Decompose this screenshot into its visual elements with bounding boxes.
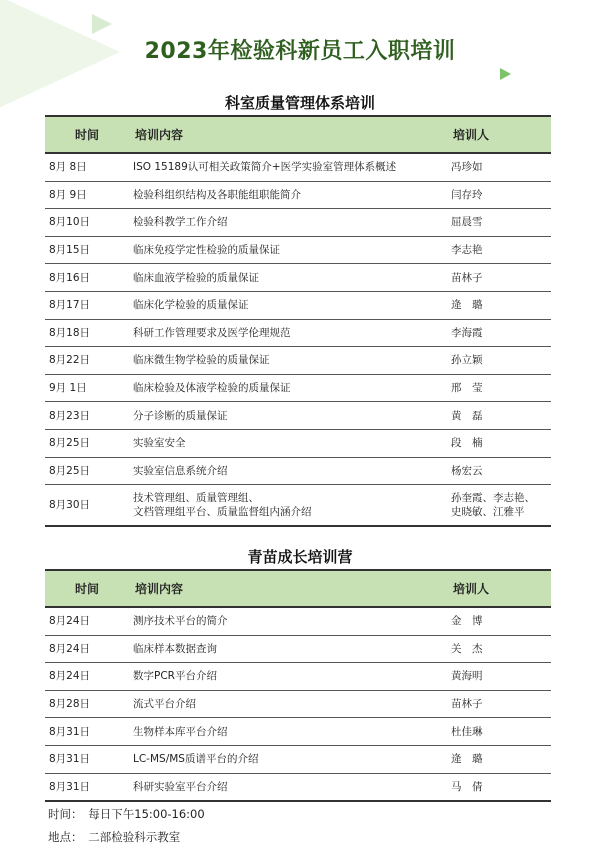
row-date: 8月16日: [45, 264, 129, 292]
row-date: 8月31日: [45, 745, 129, 773]
table-row: [45, 635, 551, 663]
table-row: [45, 236, 551, 264]
row-content: 实验室安全: [129, 429, 447, 457]
row-content: 临床化学检验的质量保证: [129, 291, 447, 319]
row-date: 8月23日: [45, 402, 129, 430]
row-trainer: 苗林子: [447, 264, 551, 292]
table-row: [45, 690, 551, 718]
row-content: 生物样本库平台介绍: [129, 718, 447, 746]
header-trainer: 培训人: [447, 570, 551, 607]
row-content: 流式平台介绍: [129, 690, 447, 718]
row-content: 测序技术平台的简介: [129, 607, 447, 635]
table-row: [45, 153, 551, 181]
row-date: 9月 1日: [45, 374, 129, 402]
row-trainer: 杨宏云: [447, 457, 551, 485]
row-content: 临床样本数据查询: [129, 635, 447, 663]
table-row: [45, 745, 551, 773]
row-date: 8月28日: [45, 690, 129, 718]
table-header-row: [45, 570, 551, 607]
table-row: [45, 718, 551, 746]
row-date: 8月18日: [45, 319, 129, 347]
row-trainer: 孙立颖: [447, 347, 551, 375]
table-row: [45, 291, 551, 319]
row-trainer: 黄 磊: [447, 402, 551, 430]
row-trainer: 屈晨雪: [447, 209, 551, 237]
table-row: [45, 209, 551, 237]
row-date: 8月15日: [45, 236, 129, 264]
table-row: [45, 264, 551, 292]
row-content: 临床微生物学检验的质量保证: [129, 347, 447, 375]
row-date: 8月31日: [45, 718, 129, 746]
row-trainer: 闫存玲: [447, 181, 551, 209]
row-trainer: 关 杰: [447, 635, 551, 663]
row-content: 临床血液学检验的质量保证: [129, 264, 447, 292]
page-title: 2023年检验科新员工入职培训: [144, 39, 456, 64]
table-row: [45, 485, 551, 527]
row-date: 8月10日: [45, 209, 129, 237]
seedling-training-table: [45, 569, 551, 802]
section-title-quality: 科室质量管理体系培训: [224, 94, 375, 112]
header-time: 时间: [45, 570, 129, 607]
row-trainer: 黄海明: [447, 663, 551, 691]
row-trainer: 孙奎霞、李志艳、 史晓敏、江雅平: [447, 485, 551, 527]
footer-place: 地点： 二部检验科示教室: [48, 830, 181, 844]
decorative-triangle-accent: [500, 68, 511, 80]
decorative-triangle-small: [92, 14, 112, 34]
row-date: 8月24日: [45, 607, 129, 635]
seedling-training-rows: [45, 607, 551, 801]
section-title-seedling: 青苗成长培训营: [247, 548, 353, 566]
table-row: [45, 374, 551, 402]
table-row: [45, 663, 551, 691]
row-date: 8月24日: [45, 635, 129, 663]
row-trainer: 杜佳琳: [447, 718, 551, 746]
table-row: [45, 319, 551, 347]
table-row: [45, 429, 551, 457]
row-date: 8月22日: [45, 347, 129, 375]
row-date: 8月25日: [45, 457, 129, 485]
table-header-row: [45, 116, 551, 153]
row-content: 检验科组织结构及各职能组职能简介: [129, 181, 447, 209]
row-trainer: 苗林子: [447, 690, 551, 718]
table-row: [45, 402, 551, 430]
row-content: 分子诊断的质量保证: [129, 402, 447, 430]
table-row: [45, 773, 551, 801]
row-trainer: 冯珍如: [447, 153, 551, 181]
row-date: 8月17日: [45, 291, 129, 319]
row-trainer: 逄 璐: [447, 745, 551, 773]
row-content: LC-MS/MS质谱平台的介绍: [129, 745, 447, 773]
row-content: ISO 15189认可相关政策简介+医学实验室管理体系概述: [129, 153, 447, 181]
row-date: 8月31日: [45, 773, 129, 801]
header-content: 培训内容: [129, 570, 447, 607]
row-trainer: 段 楠: [447, 429, 551, 457]
row-trainer: 金 博: [447, 607, 551, 635]
table-row: [45, 347, 551, 375]
header-content: 培训内容: [129, 116, 447, 153]
row-trainer: 李志艳: [447, 236, 551, 264]
row-date: 8月 8日: [45, 153, 129, 181]
row-trainer: 马 倩: [447, 773, 551, 801]
table-row: [45, 181, 551, 209]
footer-time: 时间： 每日下午15:00-16:00: [48, 807, 205, 821]
row-trainer: 李海霞: [447, 319, 551, 347]
row-content: 科研工作管理要求及医学伦理规范: [129, 319, 447, 347]
row-content: 临床检验及体液学检验的质量保证: [129, 374, 447, 402]
header-trainer: 培训人: [447, 116, 551, 153]
row-date: 8月25日: [45, 429, 129, 457]
table-row: [45, 457, 551, 485]
row-date: 8月30日: [45, 485, 129, 527]
row-content: 数字PCR平台介绍: [129, 663, 447, 691]
quality-training-rows: [45, 153, 551, 526]
quality-training-table: [45, 115, 551, 527]
header-time: 时间: [45, 116, 129, 153]
row-content: 实验室信息系统介绍: [129, 457, 447, 485]
row-content: 检验科教学工作介绍: [129, 209, 447, 237]
row-content: 技术管理组、质量管理组、 文档管理组平台、质量监督组内涵介绍: [129, 485, 447, 527]
row-content: 科研实验室平台介绍: [129, 773, 447, 801]
row-trainer: 邢 莹: [447, 374, 551, 402]
row-date: 8月24日: [45, 663, 129, 691]
row-trainer: 逄 璐: [447, 291, 551, 319]
table-row: [45, 607, 551, 635]
row-date: 8月 9日: [45, 181, 129, 209]
row-content: 临床免疫学定性检验的质量保证: [129, 236, 447, 264]
